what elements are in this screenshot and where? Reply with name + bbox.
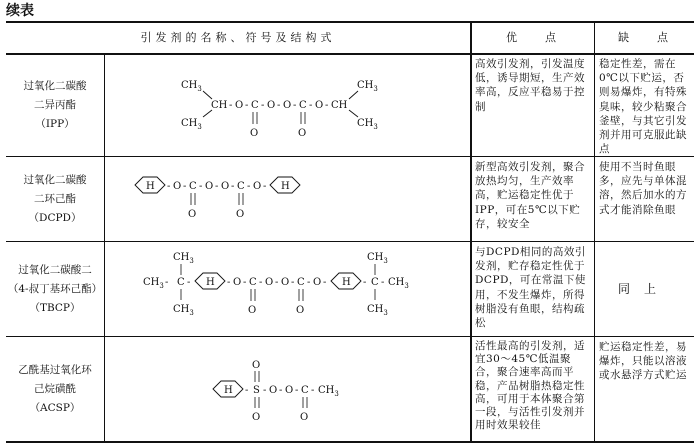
svg-text:-: - — [309, 100, 313, 111]
svg-text:-: - — [295, 385, 299, 396]
svg-text:O: O — [296, 305, 305, 316]
svg-text:O: O — [285, 385, 294, 396]
svg-text:-: - — [323, 277, 327, 288]
svg-text:-: - — [245, 100, 249, 111]
row-acsp-disadvantages: 贮运稳定性差，易爆炸，只能以溶液或水悬浮方式贮运 — [599, 341, 687, 382]
svg-text:-: - — [263, 385, 267, 396]
svg-text:-: - — [325, 100, 329, 111]
name-line: （DCPD） — [28, 211, 82, 224]
svg-text:CH3: $CH_3$ — [388, 277, 409, 290]
svg-text:O: O — [267, 100, 276, 111]
row-dcpd-disadvantages: 使用不当时鱼眼多，应先与单体混溶，然后加水的方式才能消除鱼眼 — [599, 161, 687, 216]
svg-text:C: C — [251, 100, 259, 111]
svg-text:-: - — [363, 277, 367, 288]
row-ipp-name — [6, 54, 104, 156]
cyclohexyl-ring-left — [135, 177, 165, 193]
row-tbcp-structure — [105, 242, 470, 336]
continued-table-label: 续表 — [6, 3, 34, 19]
row-ipp-structure — [105, 54, 470, 156]
cyclohexyl-ring-left — [195, 273, 225, 289]
svg-text:-: - — [243, 277, 247, 288]
tbcp-peroxydicarbonate-chain — [227, 277, 326, 316]
svg-text:CH3: $CH_3$ — [173, 304, 194, 317]
svg-text:H: H — [224, 385, 233, 396]
name-line: （4-叔丁基环己酯） — [7, 282, 103, 295]
svg-text:-: - — [165, 277, 169, 288]
svg-text:-: - — [167, 181, 171, 192]
dcpd-peroxydicarbonate-chain — [167, 181, 266, 220]
svg-text:-: - — [381, 277, 385, 288]
svg-text:O: O — [298, 128, 307, 139]
row-tbcp-name — [6, 242, 104, 336]
svg-text:-: - — [199, 181, 203, 192]
sulfonyl-group — [245, 360, 260, 423]
svg-text:-: - — [277, 100, 281, 111]
cyclohexyl-ring-right — [331, 273, 361, 289]
row-acsp-advantages: 活性最高的引发剂，适宜30～45℃低温聚合，聚合速率高而平稳，产品树脂热稳定性高，可用于本体聚合第一段，与活性引发剂并用时效果较佳 — [475, 340, 585, 432]
cyclohexyl-ring-right — [270, 177, 300, 193]
svg-text:CH3: $CH_3$ — [173, 252, 194, 265]
svg-text:C: C — [249, 277, 257, 288]
svg-text:C: C — [177, 277, 185, 288]
name-line: （TBCP） — [29, 301, 81, 314]
row-dcpd-name — [6, 157, 104, 241]
svg-text:C: C — [301, 385, 309, 396]
name-line: 乙酰基过氧化环 — [18, 363, 92, 376]
svg-text:-: - — [261, 100, 265, 111]
svg-text:-: - — [307, 277, 311, 288]
svg-text:CH: CH — [211, 100, 228, 111]
svg-text:CH3: $CH_3$ — [181, 118, 202, 131]
svg-text:CH3: $CH_3$ — [143, 277, 164, 290]
svg-text:O: O — [283, 100, 292, 111]
svg-text:H: H — [206, 277, 215, 288]
svg-text:O: O — [252, 412, 261, 423]
row-tbcp-disadvantages: 同上 — [617, 281, 670, 296]
svg-text:O: O — [248, 305, 257, 316]
svg-text:CH3: $CH_3$ — [367, 252, 388, 265]
row-tbcp-advantages: 与DCPD相同的高效引发剂，贮存稳定性优于DCPD，可在常温下使用，不发生爆炸，所得树脂没有鱼眼，结构疏松 — [475, 246, 586, 330]
row-acsp-structure — [105, 337, 470, 441]
svg-text:O: O — [221, 181, 230, 192]
cyclohexyl-ring — [213, 381, 243, 397]
name-line: 过氧化二碳酸 — [23, 79, 87, 92]
svg-text:O: O — [235, 100, 244, 111]
svg-text:O: O — [253, 181, 262, 192]
svg-text:CH3: $CH_3$ — [318, 385, 339, 398]
svg-text:O: O — [281, 277, 290, 288]
svg-text:O: O — [173, 181, 182, 192]
tbcp-left-tert-butyl — [143, 252, 194, 317]
row-dcpd-structure — [105, 157, 470, 241]
ipp-left-isopropyl — [181, 80, 228, 131]
svg-text:-: - — [311, 385, 315, 396]
svg-text:CH3: $CH_3$ — [357, 80, 378, 93]
svg-text:S: S — [253, 385, 260, 396]
svg-text:C: C — [371, 277, 379, 288]
acetyl-peroxy-chain — [263, 385, 339, 423]
svg-text:O: O — [315, 100, 324, 111]
svg-text:CH: CH — [331, 100, 348, 111]
svg-text:-: - — [259, 277, 263, 288]
row-ipp-advantages: 高效引发剂，引发温度低，诱导期短，生产效率高，反应平稳易于控制 — [475, 58, 585, 113]
svg-text:C: C — [237, 181, 245, 192]
name-line: （IPP） — [35, 117, 75, 130]
svg-text:CH3: $CH_3$ — [367, 304, 388, 317]
svg-text:O: O — [233, 277, 242, 288]
svg-text:C: C — [297, 277, 305, 288]
header-name-structure: 引发剂的名称、符号及结构式 — [140, 31, 336, 44]
ipp-peroxydicarbonate-chain — [229, 100, 328, 139]
header-advantages: 优 点 — [506, 31, 558, 44]
svg-text:CH3: $CH_3$ — [357, 118, 378, 131]
svg-text:-: - — [247, 181, 251, 192]
header-disadvantages: 缺 点 — [618, 31, 670, 44]
svg-text:H: H — [281, 181, 290, 192]
svg-text:O: O — [265, 277, 274, 288]
svg-text:H: H — [146, 181, 155, 192]
svg-text:O: O — [252, 360, 261, 371]
svg-text:O: O — [188, 209, 197, 220]
name-line: （ACSP） — [29, 401, 81, 414]
row-ipp-disadvantages: 稳定性差，需在0℃以下贮运，否则易爆炸，有特殊臭味，较少粘聚合釜壁，与其它引发剂并用可克服此缺点 — [599, 58, 687, 156]
svg-text:-: - — [227, 277, 231, 288]
svg-text:O: O — [300, 412, 309, 423]
initiator-table — [6, 21, 694, 443]
svg-text:-: - — [215, 181, 219, 192]
svg-text:-: - — [293, 100, 297, 111]
svg-text:C: C — [189, 181, 197, 192]
rule-bottom — [6, 441, 694, 443]
name-line: 过氧化二碳酸二 — [18, 263, 92, 276]
svg-text:-: - — [279, 385, 283, 396]
tbcp-right-tert-butyl — [363, 252, 409, 317]
name-line: 二环己酯 — [34, 192, 76, 205]
name-line: 己烷磺酰 — [34, 382, 76, 395]
svg-text:CH3: $CH_3$ — [181, 80, 202, 93]
svg-text:-: - — [275, 277, 279, 288]
svg-text:-: - — [291, 277, 295, 288]
svg-text:-: - — [231, 181, 235, 192]
svg-text:O: O — [205, 181, 214, 192]
svg-text:-: - — [183, 181, 187, 192]
svg-text:C: C — [299, 100, 307, 111]
svg-text:O: O — [250, 128, 259, 139]
row-dcpd-advantages: 新型高效引发剂，聚合放热均匀，生产效率高，贮运稳定性优于IPP，可在5℃以下贮存，较安全 — [475, 161, 585, 230]
svg-text:O: O — [313, 277, 322, 288]
ipp-right-isopropyl — [331, 80, 378, 131]
svg-text:O: O — [269, 385, 278, 396]
svg-text:-: - — [263, 181, 267, 192]
row-acsp-name — [6, 337, 104, 441]
svg-text:-: - — [245, 385, 249, 396]
svg-text:H: H — [342, 277, 351, 288]
name-line: 二异丙酯 — [34, 98, 76, 111]
svg-text:-: - — [229, 100, 233, 111]
name-line: 过氧化二碳酸 — [23, 173, 87, 186]
svg-text:O: O — [236, 209, 245, 220]
svg-text:-: - — [187, 277, 191, 288]
